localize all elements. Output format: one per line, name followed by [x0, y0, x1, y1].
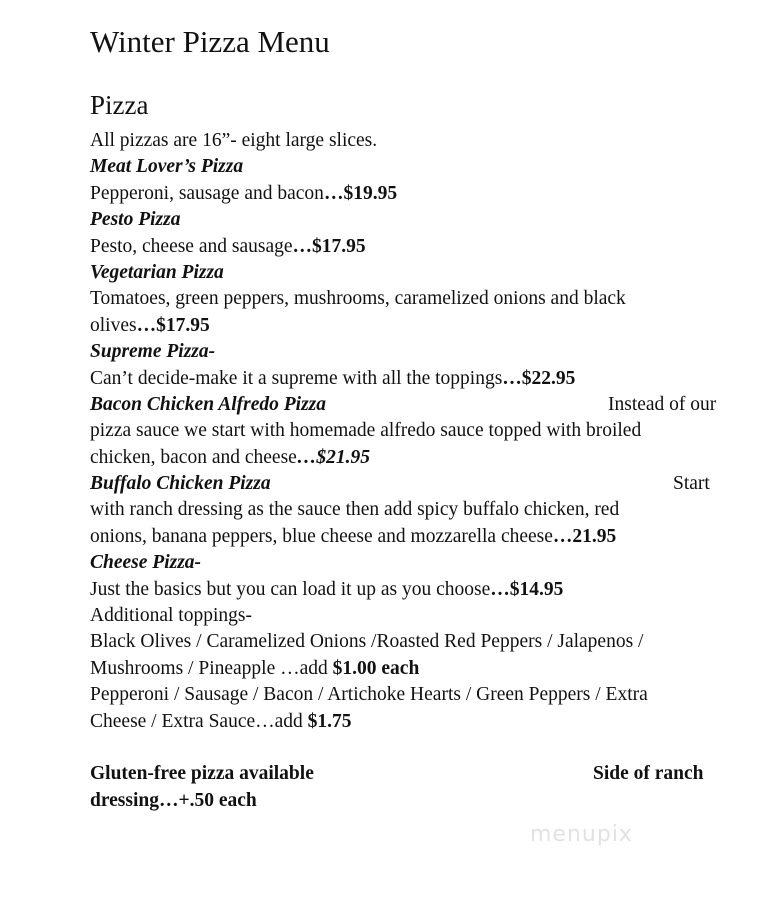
footer-note [90, 761, 750, 787]
item-name-supreme: Supreme Pizza- [90, 341, 216, 363]
item-desc-vegetarian: Tomatoes, green peppers, mushrooms, caramelized onions and black [90, 288, 626, 310]
item-name-meat-lovers: Meat Lover’s Pizza [90, 156, 244, 178]
item-desc-buffalo-chicken-cont: with ranch dressing as the sauce then add spicy buffalo chicken, red [90, 499, 620, 521]
toppings-group1: Black Olives / Caramelized Onions /Roasted Red Peppers / Jalapenos / [90, 631, 644, 653]
item-desc-pesto: Pesto, cheese and sausage…$17.95 [90, 235, 366, 257]
intro-text: All pizzas are 16”- eight large slices. [90, 130, 378, 151]
item-name-buffalo-chicken: Buffalo Chicken Pizza Start [90, 471, 750, 497]
item-desc-buffalo-chicken-end: onions, banana peppers, blue cheese and mozzarella cheese…21.95 [90, 525, 617, 547]
item-price-meat-lovers: …$19.95 [323, 182, 398, 204]
item-price-vegetarian: …$17.95 [136, 314, 210, 336]
section-heading-pizza: Pizza [90, 90, 149, 120]
item-price-bacon-chicken-alfredo: …$21.95 [296, 446, 370, 468]
spacer [90, 735, 750, 761]
item-desc-cheese: Just the basics but you can load it up as you choose…$14.95 [90, 578, 564, 600]
ranch-note: Side of ranch [593, 763, 704, 785]
toppings-group2-cont: Cheese / Extra Sauce…add $1.75 [90, 710, 352, 732]
item-name-pesto: Pesto Pizza [90, 209, 181, 231]
toppings-group2: Pepperoni / Sausage / Bacon / Artichoke Hearts / Green Peppers / Extra [90, 684, 648, 706]
item-price-pesto: …$17.95 [292, 235, 366, 257]
ranch-note-cont: dressing…+.50 each [90, 789, 257, 811]
toppings-group1-price: $1.00 each [332, 657, 420, 679]
item-name-cheese: Cheese Pizza- [90, 552, 202, 574]
menupix-watermark: menupix [530, 822, 633, 847]
toppings-group2-price: $1.75 [307, 710, 352, 732]
item-price-cheese: …$14.95 [490, 578, 564, 600]
item-desc-bacon-chicken-alfredo-cont: pizza sauce we start with homemade alfredo sauce topped with broiled [90, 420, 642, 442]
item-price-supreme: …$22.95 [502, 367, 576, 389]
item-desc-meat-lovers: Pepperoni, sausage and bacon…$19.95 [90, 182, 398, 204]
item-name-vegetarian: Vegetarian Pizza [90, 261, 224, 283]
toppings-group1-cont: Mushrooms / Pineapple …add $1.00 each [90, 657, 420, 679]
menu-body [90, 128, 750, 814]
item-desc-bacon-chicken-alfredo: Instead of our [608, 393, 717, 415]
gluten-free-note: Gluten-free pizza available [90, 763, 314, 785]
item-desc-supreme: Can’t decide-make it a supreme with all the toppings…$22.95 [90, 367, 576, 389]
item-price-buffalo-chicken: …21.95 [552, 525, 617, 547]
menu-title: Winter Pizza Menu [90, 24, 330, 59]
item-desc-bacon-chicken-alfredo-end: chicken, bacon and cheese…$21.95 [90, 446, 370, 468]
item-name-bacon-chicken-alfredo: Bacon Chicken Alfredo Pizza Instead of our [90, 392, 750, 418]
item-desc-vegetarian-cont: olives…$17.95 [90, 314, 210, 336]
item-desc-buffalo-chicken: Start [673, 473, 710, 495]
toppings-heading: Additional toppings- [90, 605, 252, 627]
